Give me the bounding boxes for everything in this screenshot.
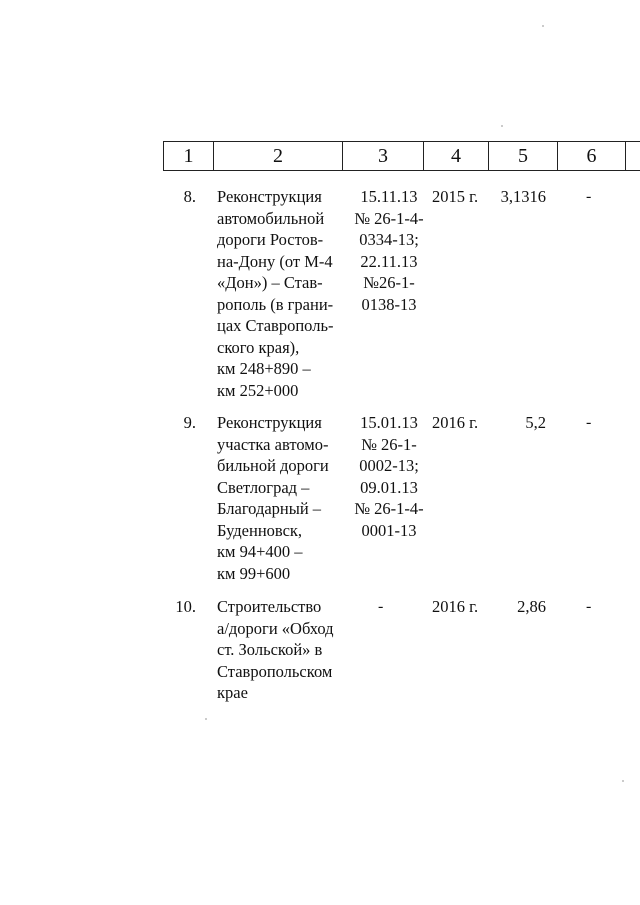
row-year: 2016 г. (432, 597, 479, 616)
scan-speck (501, 125, 503, 127)
row-value: 3,1316 (500, 187, 546, 206)
row-col6: - (586, 414, 592, 431)
column-header-6: 6 (557, 142, 625, 170)
row-col6: - (586, 188, 592, 205)
row-number: 8. (183, 187, 196, 206)
row-col6: - (586, 598, 592, 615)
row-year: 2015 г. (432, 187, 479, 206)
row-description: Реконструкция участка автомо- бильной дороги Светлоград – Благодарный – Буденновск, км 94+400 – км 99+600 (217, 413, 329, 583)
scan-speck (542, 25, 544, 27)
row-number: 10. (175, 597, 196, 616)
column-header-1: 1 (163, 142, 213, 170)
row-permit-document: - (378, 598, 384, 615)
row-number: 9. (183, 413, 196, 432)
row-value: 2,86 (517, 597, 546, 616)
row-permit-document: 15.01.13 № 26-1- 0002-13; 09.01.13 № 26-1-4- 0001-13 (354, 413, 424, 540)
column-number-header (163, 141, 640, 171)
column-header-3: 3 (342, 142, 423, 170)
column-header-2: 2 (213, 142, 342, 170)
scan-speck (622, 780, 624, 782)
column-header-4: 4 (423, 142, 488, 170)
row-description: Реконструкция автомобильной дороги Ростов- на-Дону (от М-4 «Дон») – Став- рополь (в грани- цах Ставрополь- ского края), км 248+890 – км 252+000 (217, 187, 334, 400)
row-description: Строительство а/дороги «Обход ст. Зольской» в Ставропольском крае (217, 597, 334, 702)
scan-speck (205, 718, 207, 720)
row-year: 2016 г. (432, 413, 479, 432)
row-value: 5,2 (525, 413, 546, 432)
column-header-5: 5 (488, 142, 557, 170)
column-header-7-edge (625, 142, 640, 170)
row-permit-document: 15.11.13 № 26-1-4- 0334-13; 22.11.13 №26-1- 0138-13 (354, 187, 424, 314)
